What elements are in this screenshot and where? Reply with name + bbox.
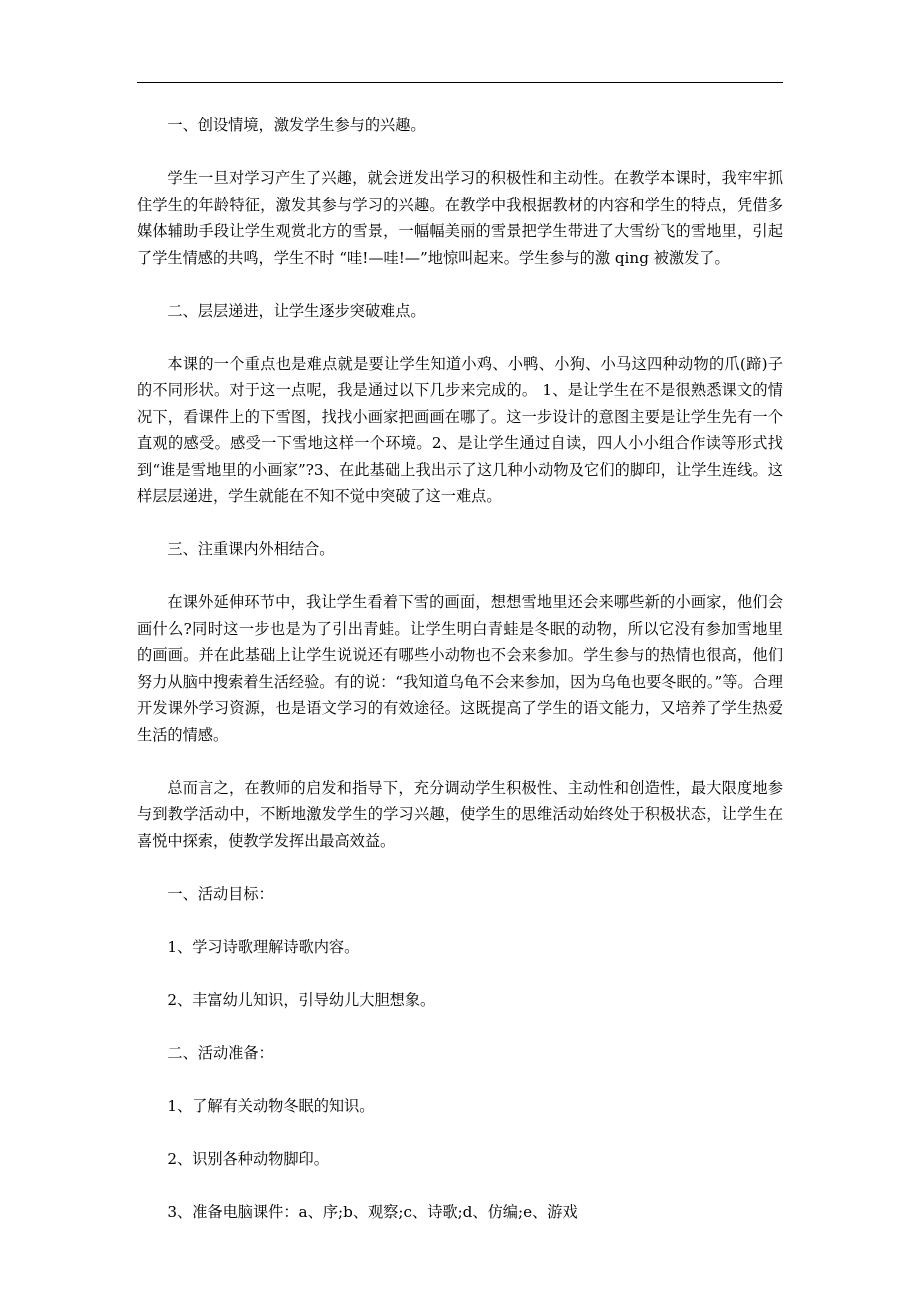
header-rule bbox=[137, 82, 783, 83]
activity-goals-heading: 一、活动目标： bbox=[167, 884, 274, 903]
section-heading-3: 三、注重课内外相结合。 bbox=[167, 540, 335, 558]
paragraph-difficulty: 本课的一个重点也是难点就是要让学生知道小鸡、小鸭、小狗、小马这四种动物的爪(蹄)子的不同形状。对于这一点呢，我是通过以下几步来完成的。 1、是让学生在不是很熟悉课文的情况下，看课件上的下雪图，找找小画家把画画在哪了。这一步设计的意图主要是让学生先有一个直观的感受。感受一下雪地这样一个环境。2、是让学生通过自读，四人小小组合作读等形式找到“谁是雪地里的小画家”?3、在此基础上我出示了这几种小动物及它们的脚印，让学生连线。这样层层递进，学生就能在不知不觉中突破了这一难点。 bbox=[137, 354, 783, 505]
section-heading-2: 二、层层递进，让学生逐步突破难点。 bbox=[167, 301, 426, 320]
document-body bbox=[137, 112, 783, 1252]
list-item: 1、学习诗歌理解诗歌内容。 bbox=[167, 937, 360, 956]
paragraph-summary: 总而言之，在教师的启发和指导下，充分调动学生积极性、主动性和创造性，最大限度地参与到教学活动中，不断地激发学生的学习兴趣，使学生的思维活动始终处于积极状态，让学生在喜悦中探索，使教学发挥出最高效益。 bbox=[137, 778, 783, 850]
section-heading-1: 一、创设情境，激发学生参与的兴趣。 bbox=[167, 116, 426, 134]
list-item: 1、了解有关动物冬眠的知识。 bbox=[167, 1096, 375, 1115]
list-item: 2、丰富幼儿知识，引导幼儿大胆想象。 bbox=[167, 990, 436, 1009]
list-item: 2、识别各种动物脚印。 bbox=[167, 1149, 329, 1168]
paragraph-extension: 在课外延伸环节中，我让学生看着下雪的画面，想想雪地里还会来哪些新的小画家，他们会画什么?同时这一步也是为了引出青蛙。让学生明白青蛙是冬眠的动物，所以它没有参加雪地里的画画。并在此基础上让学生说说还有哪些小动物也不会来参加。学生参与的热情也很高，他们努力从脑中搜索着生活经验。有的说：“我知道乌龟不会来参加，因为乌龟也要冬眠的。”等。合理开发课外学习资源，也是语文学习的有效途径。这既提高了学生的语文能力，又培养了学生热爱生活的情感。 bbox=[137, 593, 783, 744]
paragraph-interest: 学生一旦对学习产生了兴趣，就会迸发出学习的积极性和主动性。在教学本课时，我牢牢抓住学生的年龄特征，激发其参与学习的兴趣。在教学中我根据教材的内容和学生的特点，凭借多媒体辅助手段让学生观赏北方的雪景，一幅幅美丽的雪景把学生带进了大雪纷飞的雪地里，引起了学生情感的共鸣，学生不时 “哇!—哇!—”地惊叫起来。学生参与的激 qing 被激发了。 bbox=[137, 169, 783, 267]
activity-prep-heading: 二、活动准备： bbox=[167, 1043, 274, 1062]
list-item: 3、准备电脑课件：a、序;b、观察;c、诗歌;d、仿编;e、游戏 bbox=[167, 1202, 578, 1221]
